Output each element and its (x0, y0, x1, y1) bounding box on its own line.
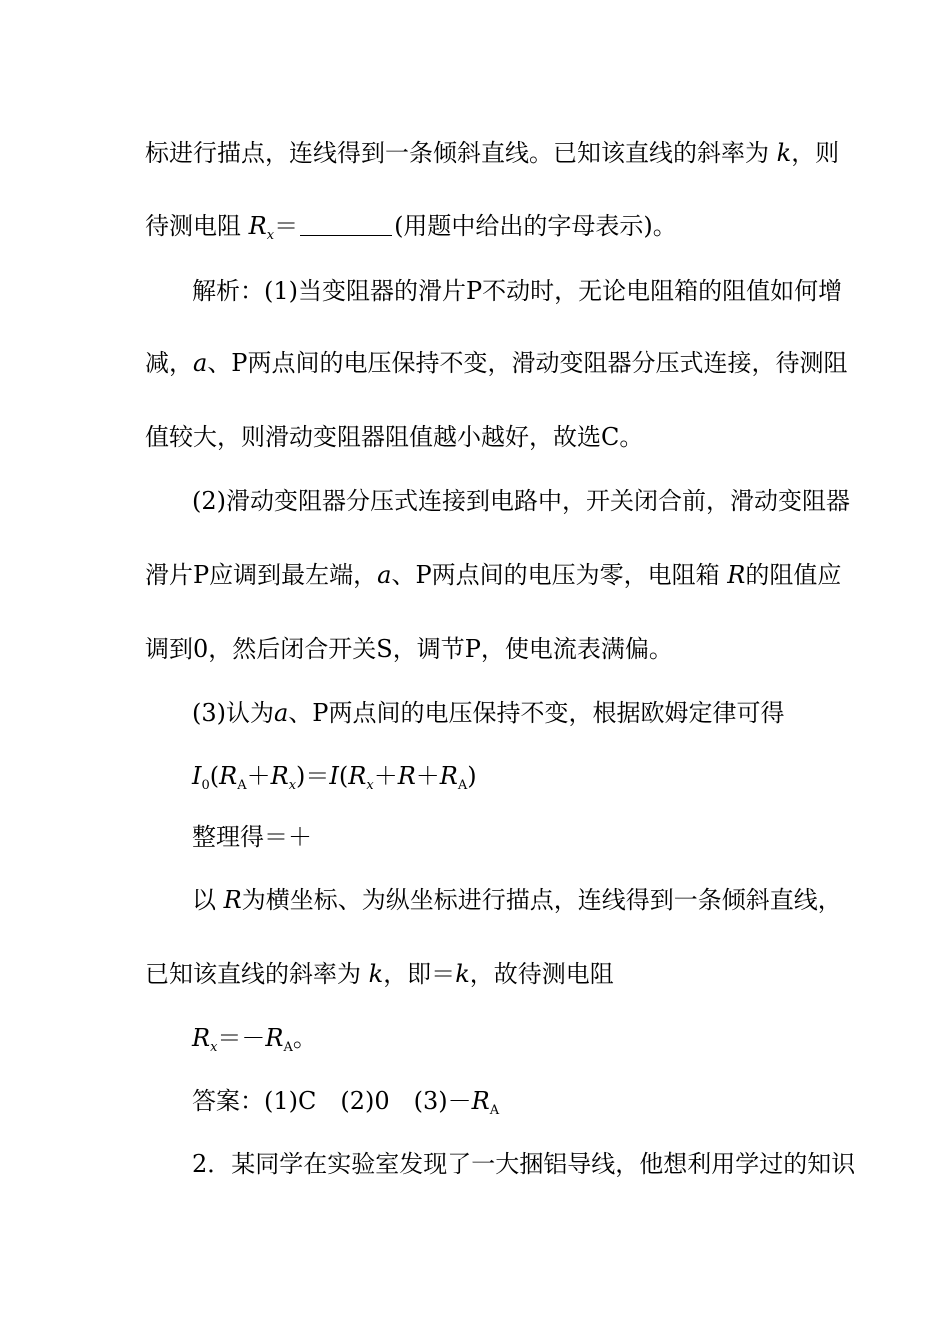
text-run: ，即＝ (383, 960, 456, 988)
text-run: ，则 (791, 139, 840, 167)
text-run: ＋ (246, 762, 271, 790)
text-run: ＝ (274, 212, 299, 240)
text-line-13 (145, 958, 614, 990)
text-run: ) (467, 762, 477, 790)
text-run: ＋ (373, 762, 398, 790)
math-variable: R (397, 762, 416, 790)
math-variable: I (329, 762, 339, 790)
math-variable: I (192, 762, 202, 790)
text-run: (2)滑动变阻器分压式连接到电路中，开关闭合前，滑动变阻器 (192, 487, 850, 515)
text-run: 待测电阻 (145, 212, 249, 240)
subscript: A (457, 778, 468, 793)
math-variable: R (471, 1087, 490, 1115)
subscript: x (366, 778, 374, 793)
answer-blank (300, 213, 392, 236)
text-line-3 (192, 275, 842, 307)
text-line-2 (145, 210, 677, 242)
text-line-1 (145, 137, 839, 169)
subscript: x (266, 228, 275, 243)
math-variable: R (265, 1024, 284, 1052)
text-run: 、P两点间的电压保持不变，滑动变阻器分压式连接，待测阻 (207, 349, 848, 377)
text-line-6 (192, 485, 850, 517)
formula-line (192, 760, 477, 792)
text-line-7 (145, 559, 841, 591)
math-variable: a (377, 561, 392, 589)
text-run: 解析：(1)当变阻器的滑片P不动时，无论电阻箱的阻值如何增 (192, 277, 843, 305)
math-variable: R (248, 212, 267, 240)
math-variable: R (727, 561, 746, 589)
text-run: 的阻值应 (745, 561, 842, 589)
text-run: ＝－ (217, 1024, 266, 1052)
question-2-line (192, 1148, 855, 1180)
text-line-12 (192, 884, 842, 916)
text-run: 已知该直线的斜率为 (145, 960, 369, 988)
text-run: 答案：(1)C (2)0 (3)－ (192, 1087, 472, 1115)
text-run: (3)认为 (192, 699, 274, 727)
text-run: ( (209, 762, 220, 790)
text-run: ，故待测电阻 (469, 960, 614, 988)
math-variable: R (270, 762, 289, 790)
text-run: 值较大，则滑动变阻器阻值越小越好，故选C。 (145, 423, 644, 451)
subscript: A (489, 1103, 500, 1118)
text-run: 、P两点间的电压保持不变，根据欧姆定律可得 (288, 699, 785, 727)
math-variable: R (219, 762, 238, 790)
subscript: x (288, 778, 297, 793)
result-formula-line (192, 1022, 317, 1054)
subscript: A (283, 1040, 293, 1055)
text-run: 整理得＝＋ (192, 823, 312, 851)
text-line-5 (145, 421, 643, 453)
text-line-9 (192, 697, 784, 729)
math-variable: k (368, 960, 384, 988)
math-variable: R (348, 762, 367, 790)
text-line-4 (145, 347, 847, 379)
text-line-8 (145, 633, 673, 665)
subscript: x (210, 1040, 218, 1055)
text-run: 调到0，然后闭合开关S，调节P，使电流表满偏。 (145, 635, 673, 663)
text-run: 、P两点间的电压为零，电阻箱 (391, 561, 728, 589)
subscript: 0 (201, 778, 210, 793)
text-run: )＝ (296, 762, 330, 790)
text-run: 为横坐标、为纵坐标进行描点，连线得到一条倾斜直线， (241, 886, 842, 914)
text-run: 2．某同学在实验室发现了一大捆铝导线，他想利用学过的知识 (192, 1150, 856, 1178)
text-run: 以 (192, 886, 224, 914)
text-run: 减， (145, 349, 193, 377)
answer-line (192, 1085, 499, 1117)
text-run: ( (338, 762, 349, 790)
math-variable: a (274, 699, 289, 727)
text-run: 。 (292, 1024, 317, 1052)
math-variable: R (223, 886, 242, 914)
subscript: A (237, 778, 247, 793)
math-variable: R (192, 1024, 211, 1052)
math-variable: k (455, 960, 470, 988)
math-variable: R (439, 762, 458, 790)
text-run: ＋ (415, 762, 440, 790)
math-variable: k (776, 139, 792, 167)
text-run: (用题中给出的字母表示)。 (394, 212, 677, 240)
math-variable: a (193, 349, 208, 377)
text-line-11 (192, 821, 312, 853)
text-run: 标进行描点，连线得到一条倾斜直线。已知该直线的斜率为 (145, 139, 777, 167)
text-run: 滑片P应调到最左端， (145, 561, 378, 589)
